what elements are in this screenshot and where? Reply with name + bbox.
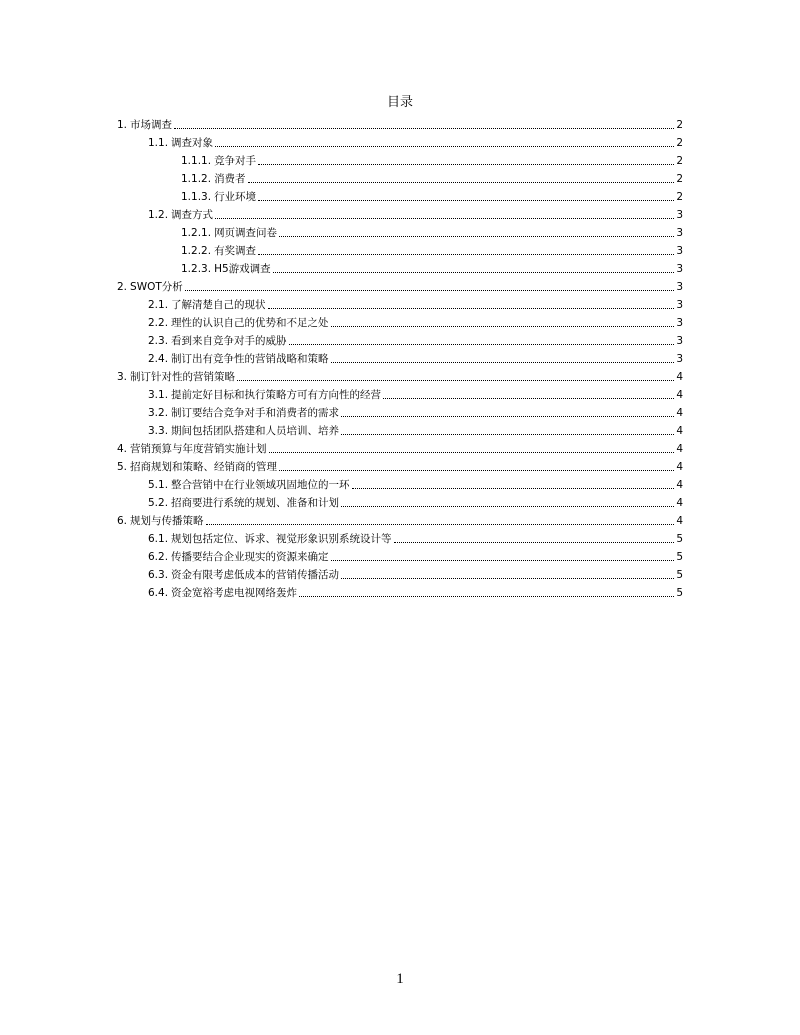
toc-dot-leader <box>269 452 675 453</box>
toc-dot-leader <box>331 326 675 327</box>
toc-entry-number: 6.3. <box>148 569 169 581</box>
toc-entry-title: 传播要结合企业现实的资源来确定 <box>171 551 329 563</box>
toc-dot-leader <box>352 488 675 489</box>
toc-entry-page: 3 <box>676 317 683 329</box>
toc-entry[interactable] <box>117 510 683 528</box>
toc-entry-page: 2 <box>676 191 683 203</box>
toc-entry-title: 调查对象 <box>171 137 214 149</box>
toc-entry-page: 2 <box>676 119 683 131</box>
toc-entry-number: 1. <box>117 119 128 131</box>
toc-entry[interactable] <box>148 474 683 492</box>
toc-entry[interactable] <box>148 492 683 510</box>
toc-entry-title: 资金宽裕考虑电视网络轰炸 <box>171 587 298 599</box>
toc-entry[interactable] <box>148 564 683 582</box>
toc-entry[interactable] <box>181 240 683 258</box>
toc-entry-page: 3 <box>676 263 683 275</box>
toc-entry-number: 1.2.1. <box>181 227 212 239</box>
toc-entry-number: 3. <box>117 371 128 383</box>
toc-entry-page: 4 <box>676 443 683 455</box>
toc-dot-leader <box>341 434 674 435</box>
toc-dot-leader <box>258 164 674 165</box>
toc-entry-title: 消费者 <box>214 173 246 185</box>
toc-entry-number: 5. <box>117 461 128 473</box>
toc-entry[interactable] <box>148 582 683 600</box>
toc-dot-leader <box>268 308 675 309</box>
toc-entry-title: 了解清楚自己的现状 <box>171 299 266 311</box>
toc-dot-leader <box>394 542 675 543</box>
toc-entry-number: 1.1.2. <box>181 173 212 185</box>
toc-entry-number: 6. <box>117 515 128 527</box>
toc-entry[interactable] <box>148 330 683 348</box>
toc-dot-leader <box>215 146 674 147</box>
toc-entry-page: 2 <box>676 173 683 185</box>
toc-entry[interactable] <box>148 528 683 546</box>
toc-entry[interactable] <box>117 366 683 384</box>
toc-dot-leader <box>289 344 675 345</box>
toc-entry-number: 3.3. <box>148 425 169 437</box>
page-number: 1 <box>396 971 404 987</box>
toc-dot-leader <box>248 182 675 183</box>
toc-entry-title: 整合营销中在行业领域巩固地位的一环 <box>171 479 350 491</box>
toc-entry[interactable] <box>148 420 683 438</box>
toc-title: 目录 <box>386 95 413 110</box>
toc-entry-page: 3 <box>676 209 683 221</box>
toc-entry-number: 5.2. <box>148 497 169 509</box>
toc-entry-number: 3.2. <box>148 407 169 419</box>
toc-entry[interactable] <box>181 258 683 276</box>
toc-entry-number: 1.2.2. <box>181 245 212 257</box>
toc-entry[interactable] <box>117 276 683 294</box>
toc-entry-title: 招商要进行系统的规划、准备和计划 <box>171 497 340 509</box>
toc-entry-title: 制订针对性的营销策略 <box>130 371 236 383</box>
toc-entry-number: 2.1. <box>148 299 169 311</box>
toc-entry-title: 竞争对手 <box>214 155 257 167</box>
toc-dot-leader <box>341 416 674 417</box>
toc-entry-title: H5游戏调查 <box>214 263 271 275</box>
toc-entry-number: 4. <box>117 443 128 455</box>
toc-entry-page: 2 <box>676 137 683 149</box>
toc-entry-title: 制订要结合竞争对手和消费者的需求 <box>171 407 340 419</box>
toc-dot-leader <box>237 380 674 381</box>
toc-entry-page: 3 <box>676 353 683 365</box>
toc-entry[interactable] <box>117 114 683 132</box>
toc-entry[interactable] <box>148 348 683 366</box>
toc-entry-title: 制订出有竞争性的营销战略和策略 <box>171 353 329 365</box>
toc-entry-title: 市场调查 <box>130 119 173 131</box>
toc-dot-leader <box>341 506 674 507</box>
toc-entry-page: 4 <box>676 479 683 491</box>
toc-entry-page: 5 <box>676 587 683 599</box>
toc-dot-leader <box>206 524 675 525</box>
toc-dot-leader <box>279 470 674 471</box>
toc-entry-title: 理性的认识自己的优势和不足之处 <box>171 317 329 329</box>
toc-entry-number: 1.1.1. <box>181 155 212 167</box>
toc-dot-leader <box>279 236 674 237</box>
toc-entry-page: 4 <box>676 371 683 383</box>
toc-entry-number: 2.2. <box>148 317 169 329</box>
toc-entry-page: 3 <box>676 227 683 239</box>
toc-dot-leader <box>341 578 674 579</box>
toc-dot-leader <box>331 362 675 363</box>
toc-entry-page: 5 <box>676 533 683 545</box>
toc-entry-number: 6.4. <box>148 587 169 599</box>
toc-dot-leader <box>299 596 674 597</box>
toc-entry-number: 6.1. <box>148 533 169 545</box>
toc-entry[interactable] <box>148 132 683 150</box>
toc-entry[interactable] <box>117 438 683 456</box>
toc-entry[interactable] <box>181 168 683 186</box>
toc-dot-leader <box>185 290 675 291</box>
toc-entry-title: 有奖调查 <box>214 245 257 257</box>
toc-entry-number: 3.1. <box>148 389 169 401</box>
toc-entry-page: 5 <box>676 551 683 563</box>
toc-entry-page: 3 <box>676 335 683 347</box>
toc-dot-leader <box>174 128 674 129</box>
toc-entry-page: 3 <box>676 281 683 293</box>
toc-entry[interactable] <box>148 384 683 402</box>
toc-entry-page: 4 <box>676 389 683 401</box>
toc-entry[interactable] <box>148 294 683 312</box>
toc-entry-title: 规划与传播策略 <box>130 515 204 527</box>
toc-entry-title: 招商规划和策略、经销商的管理 <box>130 461 278 473</box>
toc-entry-page: 4 <box>676 515 683 527</box>
toc-entry-number: 2. <box>117 281 128 293</box>
toc-entry-title: 提前定好目标和执行策略方可有方向性的经营 <box>171 389 382 401</box>
toc-entry-page: 3 <box>676 299 683 311</box>
toc-entry-page: 2 <box>676 155 683 167</box>
toc-dot-leader <box>215 218 674 219</box>
toc-entry-page: 4 <box>676 407 683 419</box>
toc-entry-title: 资金有限考虑低成本的营销传播活动 <box>171 569 340 581</box>
toc-entry[interactable] <box>148 312 683 330</box>
toc-entry-number: 1.2. <box>148 209 169 221</box>
toc-dot-leader <box>258 254 674 255</box>
toc-entry-number: 1.2.3. <box>181 263 212 275</box>
toc-entry-number: 6.2. <box>148 551 169 563</box>
toc-entry-number: 2.4. <box>148 353 169 365</box>
toc-entry-page: 5 <box>676 569 683 581</box>
toc-entry[interactable] <box>148 204 683 222</box>
toc-entry[interactable] <box>148 546 683 564</box>
toc-entry-title: 期间包括团队搭建和人员培训、培养 <box>171 425 340 437</box>
toc-entry-title: 调查方式 <box>171 209 214 221</box>
toc-entry[interactable] <box>148 402 683 420</box>
toc-entry-number: 1.1. <box>148 137 169 149</box>
toc-entry-title: SWOT分析 <box>130 281 183 293</box>
toc-entry-title: 看到来自竞争对手的威胁 <box>171 335 287 347</box>
toc-entry[interactable] <box>181 186 683 204</box>
toc-entry-page: 3 <box>676 245 683 257</box>
toc-entry-number: 2.3. <box>148 335 169 347</box>
toc-entry[interactable] <box>117 456 683 474</box>
toc-entry-page: 4 <box>676 497 683 509</box>
toc-entry-title: 网页调查问卷 <box>214 227 278 239</box>
toc-entry-page: 4 <box>676 461 683 473</box>
toc-dot-leader <box>383 398 674 399</box>
toc-dot-leader <box>331 560 675 561</box>
toc-dot-leader <box>258 200 674 201</box>
toc-entry-number: 5.1. <box>148 479 169 491</box>
toc-entry[interactable] <box>181 150 683 168</box>
toc-dot-leader <box>273 272 675 273</box>
toc-entry-number: 1.1.3. <box>181 191 212 203</box>
toc-entry-page: 4 <box>676 425 683 437</box>
toc-entry-title: 行业环境 <box>214 191 257 203</box>
toc-entry-title: 营销预算与年度营销实施计划 <box>130 443 267 455</box>
toc-entry[interactable] <box>181 222 683 240</box>
toc-entry-title: 规划包括定位、诉求、视觉形象识别系统设计等 <box>171 533 392 545</box>
